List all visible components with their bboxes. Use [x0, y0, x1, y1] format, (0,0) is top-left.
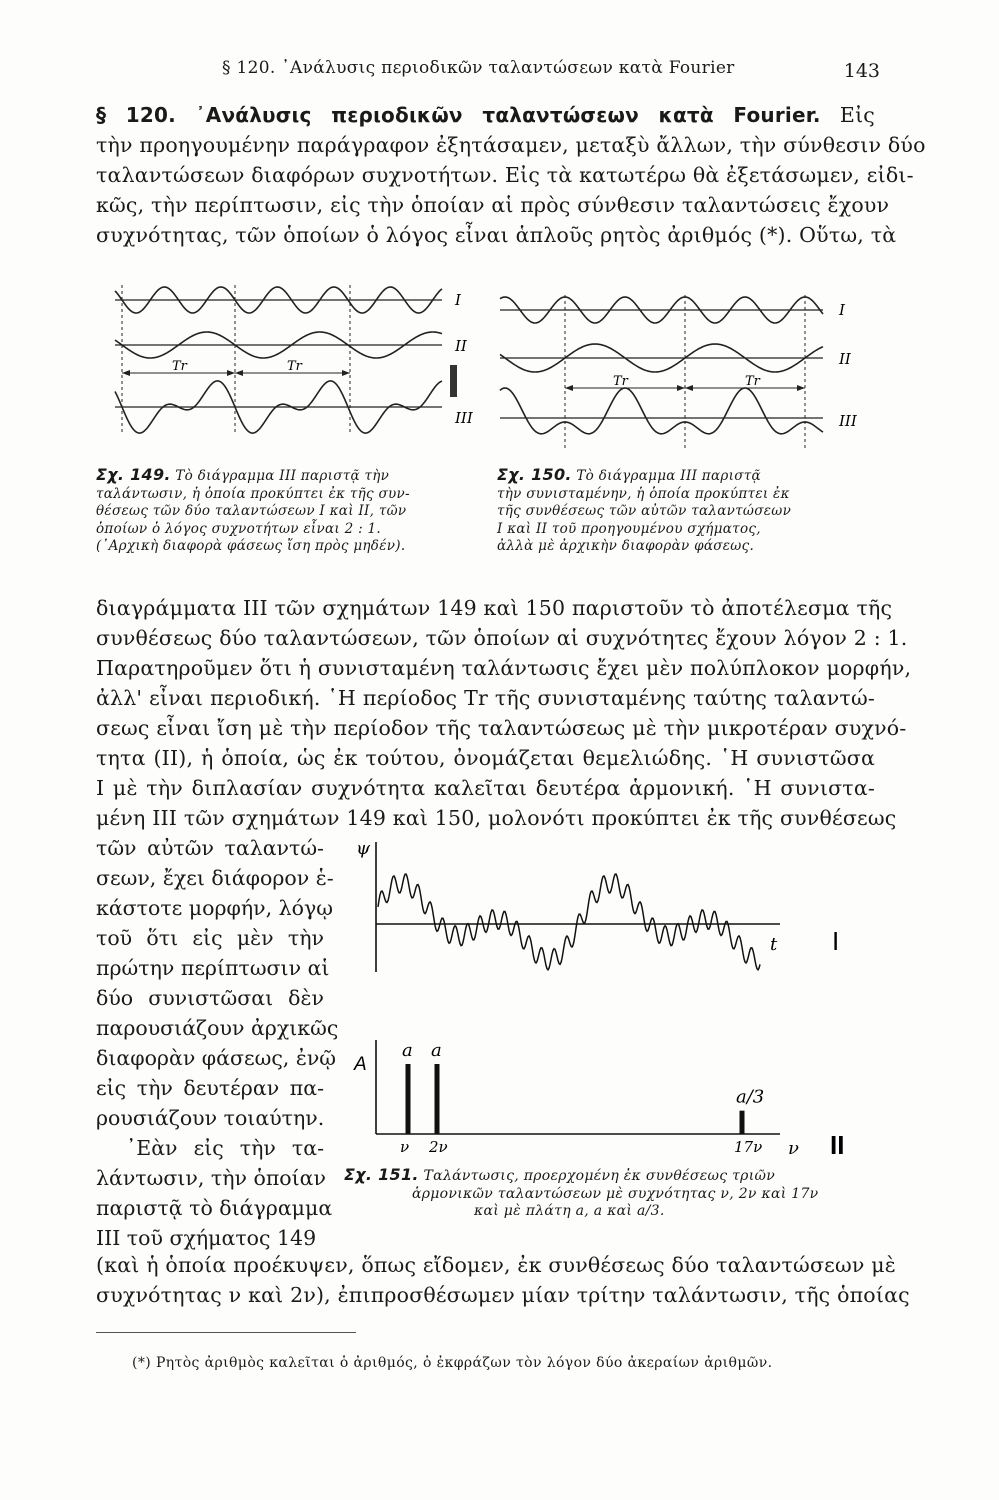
text-line: τῶν αὐτῶν ταλαντώ- [96, 836, 324, 860]
caption-line: ἀλλὰ μὲ ἀρχικὴν διαφορὰν φάσεως. [497, 538, 755, 554]
text-line: τητα (II), ἡ ὁποία, ὡς ἐκ τούτου, ὀνομάζεται θεμελιώδης. ῾Η συνιστῶσα [96, 746, 875, 770]
t-label: t [770, 934, 778, 955]
caption-line: τὴν συνισταμένην, ἡ ὁποία προκύπτει ἐκ [497, 485, 790, 502]
fig149-label-II: II [455, 337, 467, 355]
fig149-period-label-1: Tr [172, 359, 187, 374]
section-heading-line [96, 100, 875, 130]
text-line: σεων, ἔχει διάφορον ἑ- [96, 866, 334, 890]
caption-title: Σχ. 149. [96, 465, 171, 484]
fig150-label-II: II [839, 350, 851, 368]
spectrum-amp-label-3: a/3 [736, 1086, 765, 1108]
text-line: τὴν προηγουμένην παράγραφον ἐξητάσαμεν, μεταξὺ ἄλλων, τὴν σύνθεσιν δύο [96, 133, 926, 157]
fig151-spectrum [340, 1030, 880, 1160]
fig149-period-label-2: Tr [287, 359, 302, 374]
section-heading: § 120. ᾿Ανάλυσις περιοδικῶν ταλαντώσεων κατὰ Fourier. [96, 103, 821, 127]
caption-line: ὁποίων ὁ λόγος συχνοτήτων εἶναι 2 : 1. [96, 520, 381, 537]
narrow-column [96, 833, 339, 1253]
caption-line: Τὸ διάγραμμα III παριστᾷ [576, 468, 761, 484]
fig150-label-I: I [839, 301, 845, 319]
fig151-caption [344, 1166, 864, 1221]
text-line: μένη III τῶν σχημάτων 149 καὶ 150, μολονότι προκύπτει ἐκ τῆς συνθέσεως [96, 806, 897, 830]
text-line: διαφορὰν φάσεως, ἐνῷ [96, 1046, 337, 1070]
text-line: δύο συνιστῶσαι δὲν [96, 986, 324, 1010]
spectrum-freq-label-3: 17ν [734, 1138, 763, 1156]
spectrum-amp-label-1: a [402, 1040, 413, 1061]
fig150-period-label-1: Tr [613, 374, 628, 389]
nu-axis-label: ν [788, 1138, 799, 1159]
text-line: πρώτην περίπτωσιν αἱ [96, 956, 330, 980]
fig150-diagram [495, 280, 895, 465]
heading-tail: Εἰς [839, 103, 875, 127]
fig149-caption [96, 466, 481, 556]
text-line: ἀλλ' εἶναι περιοδική. ῾Η περίοδος Tr τῆς συνισταμένης ταύτης ταλαντώ- [96, 686, 875, 710]
text-line: ταλαντώσεων διαφόρων συχνοτήτων. Εἰς τὰ κατωτέρω θὰ ἐξετάσωμεν, εἰδι- [96, 163, 914, 187]
panel-I-label: I [832, 926, 840, 956]
closing-paragraph [96, 1250, 910, 1310]
fig150-period-label-2: Tr [745, 374, 760, 389]
text-line: παρουσιάζουν ἀρχικῶς [96, 1016, 339, 1040]
running-head [150, 56, 880, 90]
text-line: σεως εἶναι ἴση μὲ τὴν περίοδον τῆς ταλαντώσεως μὲ τὴν μικροτέραν συχνό- [96, 716, 907, 740]
text-line: παριστᾷ τὸ διάγραμμα [96, 1196, 333, 1220]
spectrum-line-3 [740, 1111, 745, 1134]
fig149-label-I: I [455, 291, 461, 309]
spectrum-line-2 [435, 1064, 440, 1134]
caption-line: τῆς συνθέσεως τῶν αὐτῶν ταλαντώσεων [497, 503, 792, 519]
text-line: III τοῦ σχήματος 149 [96, 1226, 317, 1250]
caption-line: θέσεως τῶν δύο ταλαντώσεων I καὶ II, τῶν [96, 503, 407, 519]
page-number: 143 [843, 60, 880, 82]
fig151-waveform [340, 832, 880, 1012]
fig150-caption [497, 466, 877, 556]
composite-wave [378, 874, 760, 970]
caption-line: I καὶ II τοῦ προηγουμένου σχήματος, [497, 520, 761, 537]
text-line: λάντωσιν, τὴν ὁποίαν [96, 1166, 326, 1190]
text-line: ρουσιάζουν τοιαύτην. [96, 1106, 325, 1130]
section-intro [96, 100, 926, 250]
spectrum-freq-label-2: 2ν [429, 1138, 448, 1156]
footnote-rule [96, 1332, 356, 1333]
caption-line: ταλάντωσιν, ἡ ὁποία προκύπτει ἐκ τῆς συν- [96, 485, 410, 502]
spectrum-line-1 [406, 1064, 411, 1134]
fig149-diagram [100, 275, 500, 465]
panel-II-label: II [830, 1130, 845, 1160]
spectrum-amp-label-2: a [431, 1040, 442, 1061]
running-title: § 120. ᾿Ανάλυσις περιοδικῶν ταλαντώσεων κατὰ Fourier [222, 58, 735, 78]
text-line: ᾿Εὰν εἰς τὴν τα- [126, 1136, 324, 1160]
text-line: κάστοτε μορφήν, λόγῳ [96, 896, 333, 920]
text-line: διαγράμματα III τῶν σχημάτων 149 καὶ 150 παριστοῦν τὸ ἀποτέλεσμα τῆς [96, 596, 893, 620]
caption-title: Σχ. 151. [344, 1165, 419, 1184]
fig150-label-III: III [839, 412, 857, 430]
text-line: συχνότητας, τῶν ὁποίων ὁ λόγος εἶναι ἁπλοῦς ρητὸς ἀριθμός (*). Οὕτω, τὰ [96, 223, 897, 247]
caption-line: ἁρμονικῶν ταλαντώσεων μὲ συχνότητας ν, 2ν καὶ 17ν [412, 1185, 819, 1202]
text-line: κῶς, τὴν περίπτωσιν, εἰς τὴν ὁποίαν αἱ πρὸς σύνθεσιν ταλαντώσεις ἔχουν [96, 193, 890, 217]
text-line: Παρατηροῦμεν ὅτι ἡ συνισταμένη ταλάντωσις ἔχει μὲν πολύπλοκον μορφήν, [96, 656, 912, 680]
caption-title: Σχ. 150. [497, 465, 572, 484]
spectrum-freq-label-1: ν [400, 1138, 410, 1156]
caption-line: (᾿Αρχικὴ διαφορὰ φάσεως ἴση πρὸς μηδέν). [96, 538, 406, 554]
text-line: τοῦ ὅτι εἰς μὲν τὴν [96, 926, 324, 950]
caption-line: Ταλάντωσις, προερχομένη ἐκ συνθέσεως τριῶν [423, 1168, 776, 1184]
text-line: εἰς τὴν δευτέραν πα- [96, 1076, 324, 1100]
psi-label: ψ [356, 838, 371, 859]
fig149-label-III: III [455, 409, 473, 427]
text-line: συχνότητας ν καὶ 2ν), ἐπιπροσθέσωμεν μίαν τρίτην ταλάντωσιν, τῆς ὁποίας [96, 1283, 910, 1307]
caption-line: Τὸ διάγραμμα III παριστᾷ τὴν [175, 468, 390, 484]
wave-III [500, 388, 823, 434]
text-line: I μὲ τὴν διπλασίαν συχνότητα καλεῖται δευτέρα ἁρμονική. ῾Η συνιστα- [96, 776, 875, 800]
caption-line: καὶ μὲ πλάτη a, a καὶ a/3. [474, 1203, 665, 1219]
text-line: συνθέσεως δύο ταλαντώσεων, τῶν ὁποίων αἱ συχνότητες ἔχουν λόγον 2 : 1. [96, 626, 908, 650]
body-paragraph [96, 593, 912, 833]
text-line: (καὶ ἡ ὁποία προέκυψεν, ὅπως εἴδομεν, ἐκ συνθέσεως δύο ταλαντώσεων μὲ [96, 1253, 896, 1277]
A-label: A [354, 1054, 367, 1075]
footnote: (*) Ρητὸς ἀριθμὸς καλεῖται ὁ ἀριθμός, ὁ ἐκφράζων τὸν λόγον δύο ἀκεραίων ἀριθμῶν. [132, 1355, 773, 1371]
